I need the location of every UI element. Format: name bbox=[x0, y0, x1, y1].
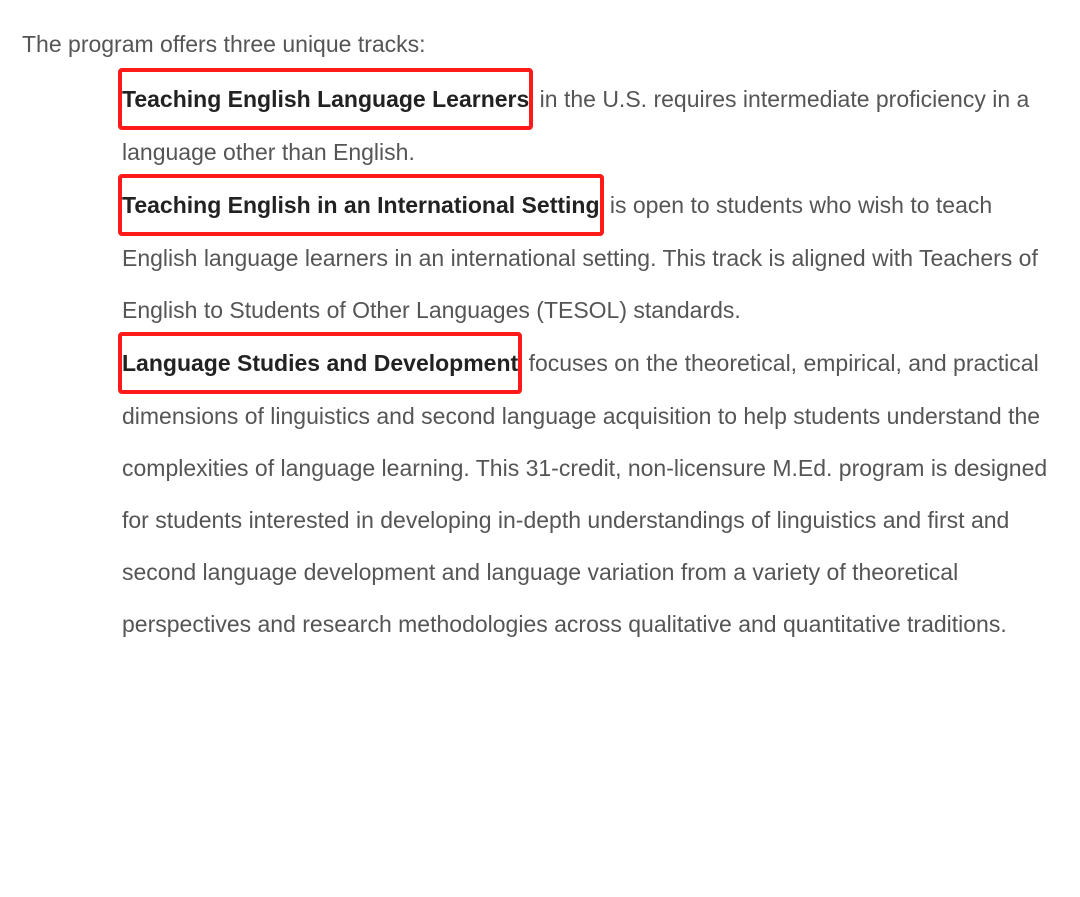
tracks-list bbox=[22, 72, 1056, 650]
track-title-highlighted: Teaching English Language Learners bbox=[118, 72, 533, 126]
track-description: is open to students who wish to teach English language learners in an international setting. This track is aligned with Teachers of English to Students of Other Languages (TESOL) standards. bbox=[122, 192, 1038, 323]
track-item bbox=[122, 72, 1056, 178]
track-item bbox=[122, 178, 1056, 336]
track-title-highlighted: Language Studies and Development bbox=[118, 336, 522, 390]
track-description: in the U.S. requires intermediate proficiency in a language other than English. bbox=[122, 86, 1030, 165]
track-title-highlighted: Teaching English in an International Setting bbox=[118, 178, 604, 232]
intro-paragraph: The program offers three unique tracks: bbox=[22, 31, 426, 57]
track-item bbox=[122, 336, 1056, 650]
track-description: focuses on the theoretical, empirical, and practical dimensions of linguistics and second language acquisition to help students understand the complexities of language learning. This 31-credit, non-licensure M.Ed. program is designed for students interested in developing in-depth understandings of linguistics and first and second language development and language variation from a variety of theoretical perspectives and research methodologies across qualitative and quantitative traditions. bbox=[122, 350, 1048, 637]
